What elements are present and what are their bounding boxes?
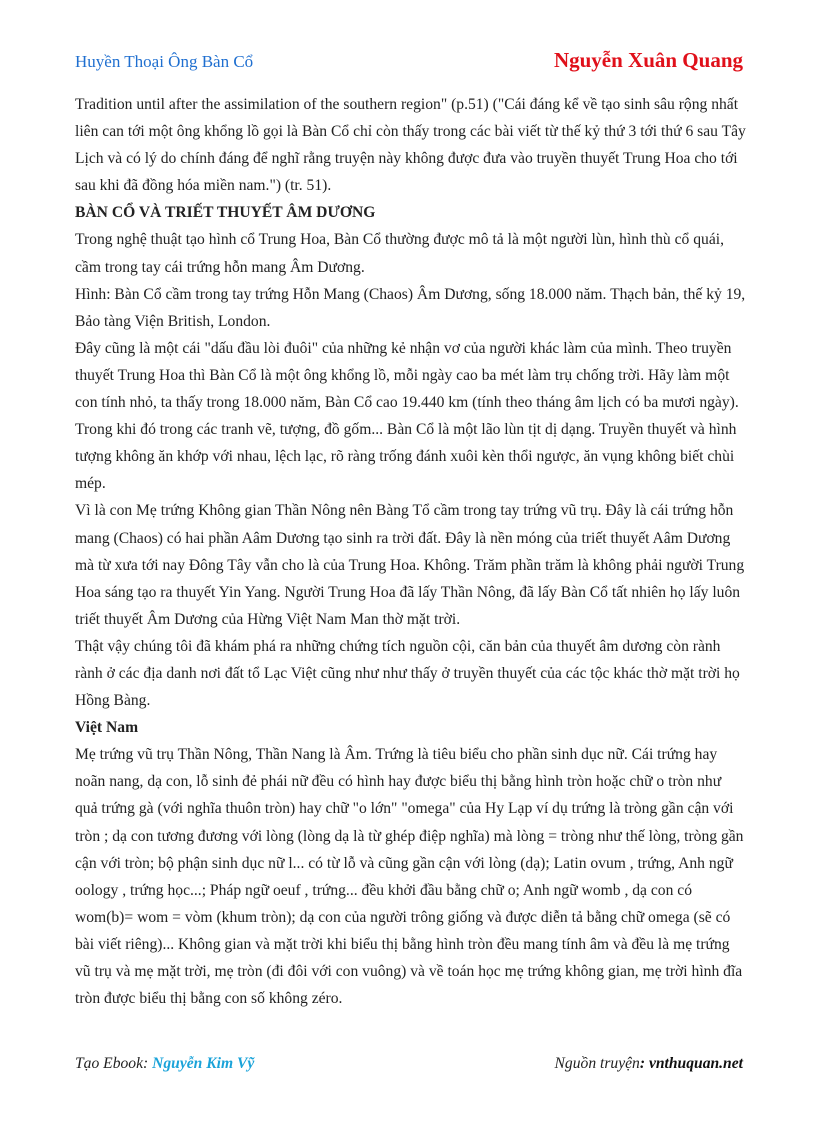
footer-ebook-credit [75, 1055, 254, 1073]
section-heading-viet-nam: Việt Nam [75, 719, 139, 737]
footer-ebook-label: Tạo Ebook [75, 1055, 144, 1072]
section-heading-ban-co-am-duong: BÀN CỔ VÀ TRIẾT THUYẾT ÂM DƯƠNG [75, 204, 376, 222]
paragraph-7: Mẹ trứng vũ trụ Thần Nông, Thần Nang là Âm. Trứng là tiêu biểu cho phần sinh dục nữ. Cái trứng hay noãn nang, dạ con, lỗ sinh đẻ phái nữ đều có hình hay được biểu thị bằng hình tròn hoặc chữ o tròn như quả trứng gà (với nghĩa thuôn tròn) hay chữ "o lớn" "omega" của Hy Lạp ví dụ trứng là tròng gần cận với tròn ; dạ con tương đương với lòng (lòng dạ là từ ghép điệp nghĩa) mà lòng = tròng như thế lòng, tròng gần cận với tròn; bộ phận sinh dục nữ l... có từ lỗ và cũng gần cận với lòng (dạ); Latin ovum , trứng, Anh ngữ oology , trứng học...; Pháp ngữ oeuf , trứng... đều khởi đầu bằng chữ o; Anh ngữ womb , dạ con có wom(b)= wom = vòm (khum tròn); dạ con của người trông giống và được diễn tả bằng chữ omega (sẽ có bài viết riêng)... Không gian và mặt trời khi biểu thị bằng hình tròn đều mang tính âm và đều là mẹ trứng vũ trụ và mẹ mặt trời, mẹ tròn (đi đôi với con vuông) và về toán học mẹ trứng không gian, mẹ trời hình đĩa tròn được biểu thị bằng con số không zéro. [75, 746, 744, 1008]
footer-ebook-sep: : [143, 1055, 153, 1072]
paragraph-4: Đây cũng là một cái "dấu đầu lòi đuôi" của những kẻ nhận vơ của người khác làm của mình. Theo truyền thuyết Trung Hoa thì Bàn Cổ là một ông khổng lồ, mỗi ngày cao ba mét làm trụ chống trời. Hãy làm một con tính nhỏ, ta thấy trong 18.000 năm, Bàn Cổ cao 19.440 km (tính theo tháng âm lịch có ba mươi ngày). Trong khi đó trong các tranh vẽ, tượng, đồ gốm... Bàn Cổ là một lão lùn tịt dị dạng. Truyền thuyết và hình tượng không ăn khớp với nhau, lệch lạc, rõ ràng trống đánh xuôi kèn thổi ngược, ăn vụng không biết chùi mép. [75, 339, 739, 493]
paragraph-5: Vì là con Mẹ trứng Không gian Thần Nông nên Bàng Tổ cầm trong tay trứng vũ trụ. Đây là cái trứng hỗn mang (Chaos) có hai phần Aâm Dương tạo sinh ra trời đất. Đây là nền móng của triết thuyết Aâm Dương mà từ xưa tới nay Đông Tây vẫn cho là của Trung Hoa. Không. Trăm phần trăm là không phải người Trung Hoa sáng tạo ra thuyết Yin Yang. Người Trung Hoa đã lấy Thần Nông, đã lấy Bàn Cổ tất nhiên họ lấy luôn triết thuyết Âm Dương của Hừng Việt Nam Man thờ mặt trời. [75, 502, 745, 628]
footer-source-site: vnthuquan.net [648, 1055, 743, 1072]
header-title: Huyền Thoại Ông Bàn Cổ [75, 52, 254, 71]
paragraph-figure-caption: Hình: Bàn Cổ cầm trong tay trứng Hỗn Mang (Chaos) Âm Dương, sống 18.000 năm. Thạch bản, thế kỷ 19, Bảo tàng Viện British, London. [75, 285, 746, 330]
header-author: Nguyễn Xuân Quang [553, 48, 743, 72]
footer-source-sep: : [639, 1055, 649, 1072]
paragraph-6: Thật vậy chúng tôi đã khám phá ra những chứng tích nguồn cội, căn bản của thuyết âm dương còn rành rành ở các địa danh nơi đất tổ Lạc Việt cũng như như thấy ở truyền thuyết của các tộc khác thờ mặt trời họ Hồng Bàng. [75, 637, 740, 710]
paragraph-2: Trong nghệ thuật tạo hình cổ Trung Hoa, Bàn Cổ thường được mô tả là một người lùn, hình thù cổ quái, cầm trong tay cái trứng hỗn mang Âm Dương. [75, 231, 724, 276]
page-footer [75, 1055, 743, 1079]
page-header [75, 48, 743, 78]
document-body [75, 91, 747, 1012]
paragraph-1: Tradition until after the assimilation of the southern region" (p.51) ("Cái đáng kể về tạo sinh sâu rộng nhất liên can tới một ông khổng lồ gọi là Bàn Cổ chỉ còn thấy trong các bài viết từ thế kỷ thứ 3 tới thứ 6 sau Tây Lịch và có lý do chính đáng để nghĩ rằng truyện này không được đưa vào truyền thuyết Trung Hoa cho tới sau khi đã đồng hóa miền nam.") (tr. 51). [75, 96, 746, 195]
footer-source-credit [555, 1055, 743, 1073]
footer-ebook-name: Nguyễn Kim Vỹ [152, 1055, 255, 1072]
footer-source-label: Nguồn truyện [554, 1055, 640, 1072]
